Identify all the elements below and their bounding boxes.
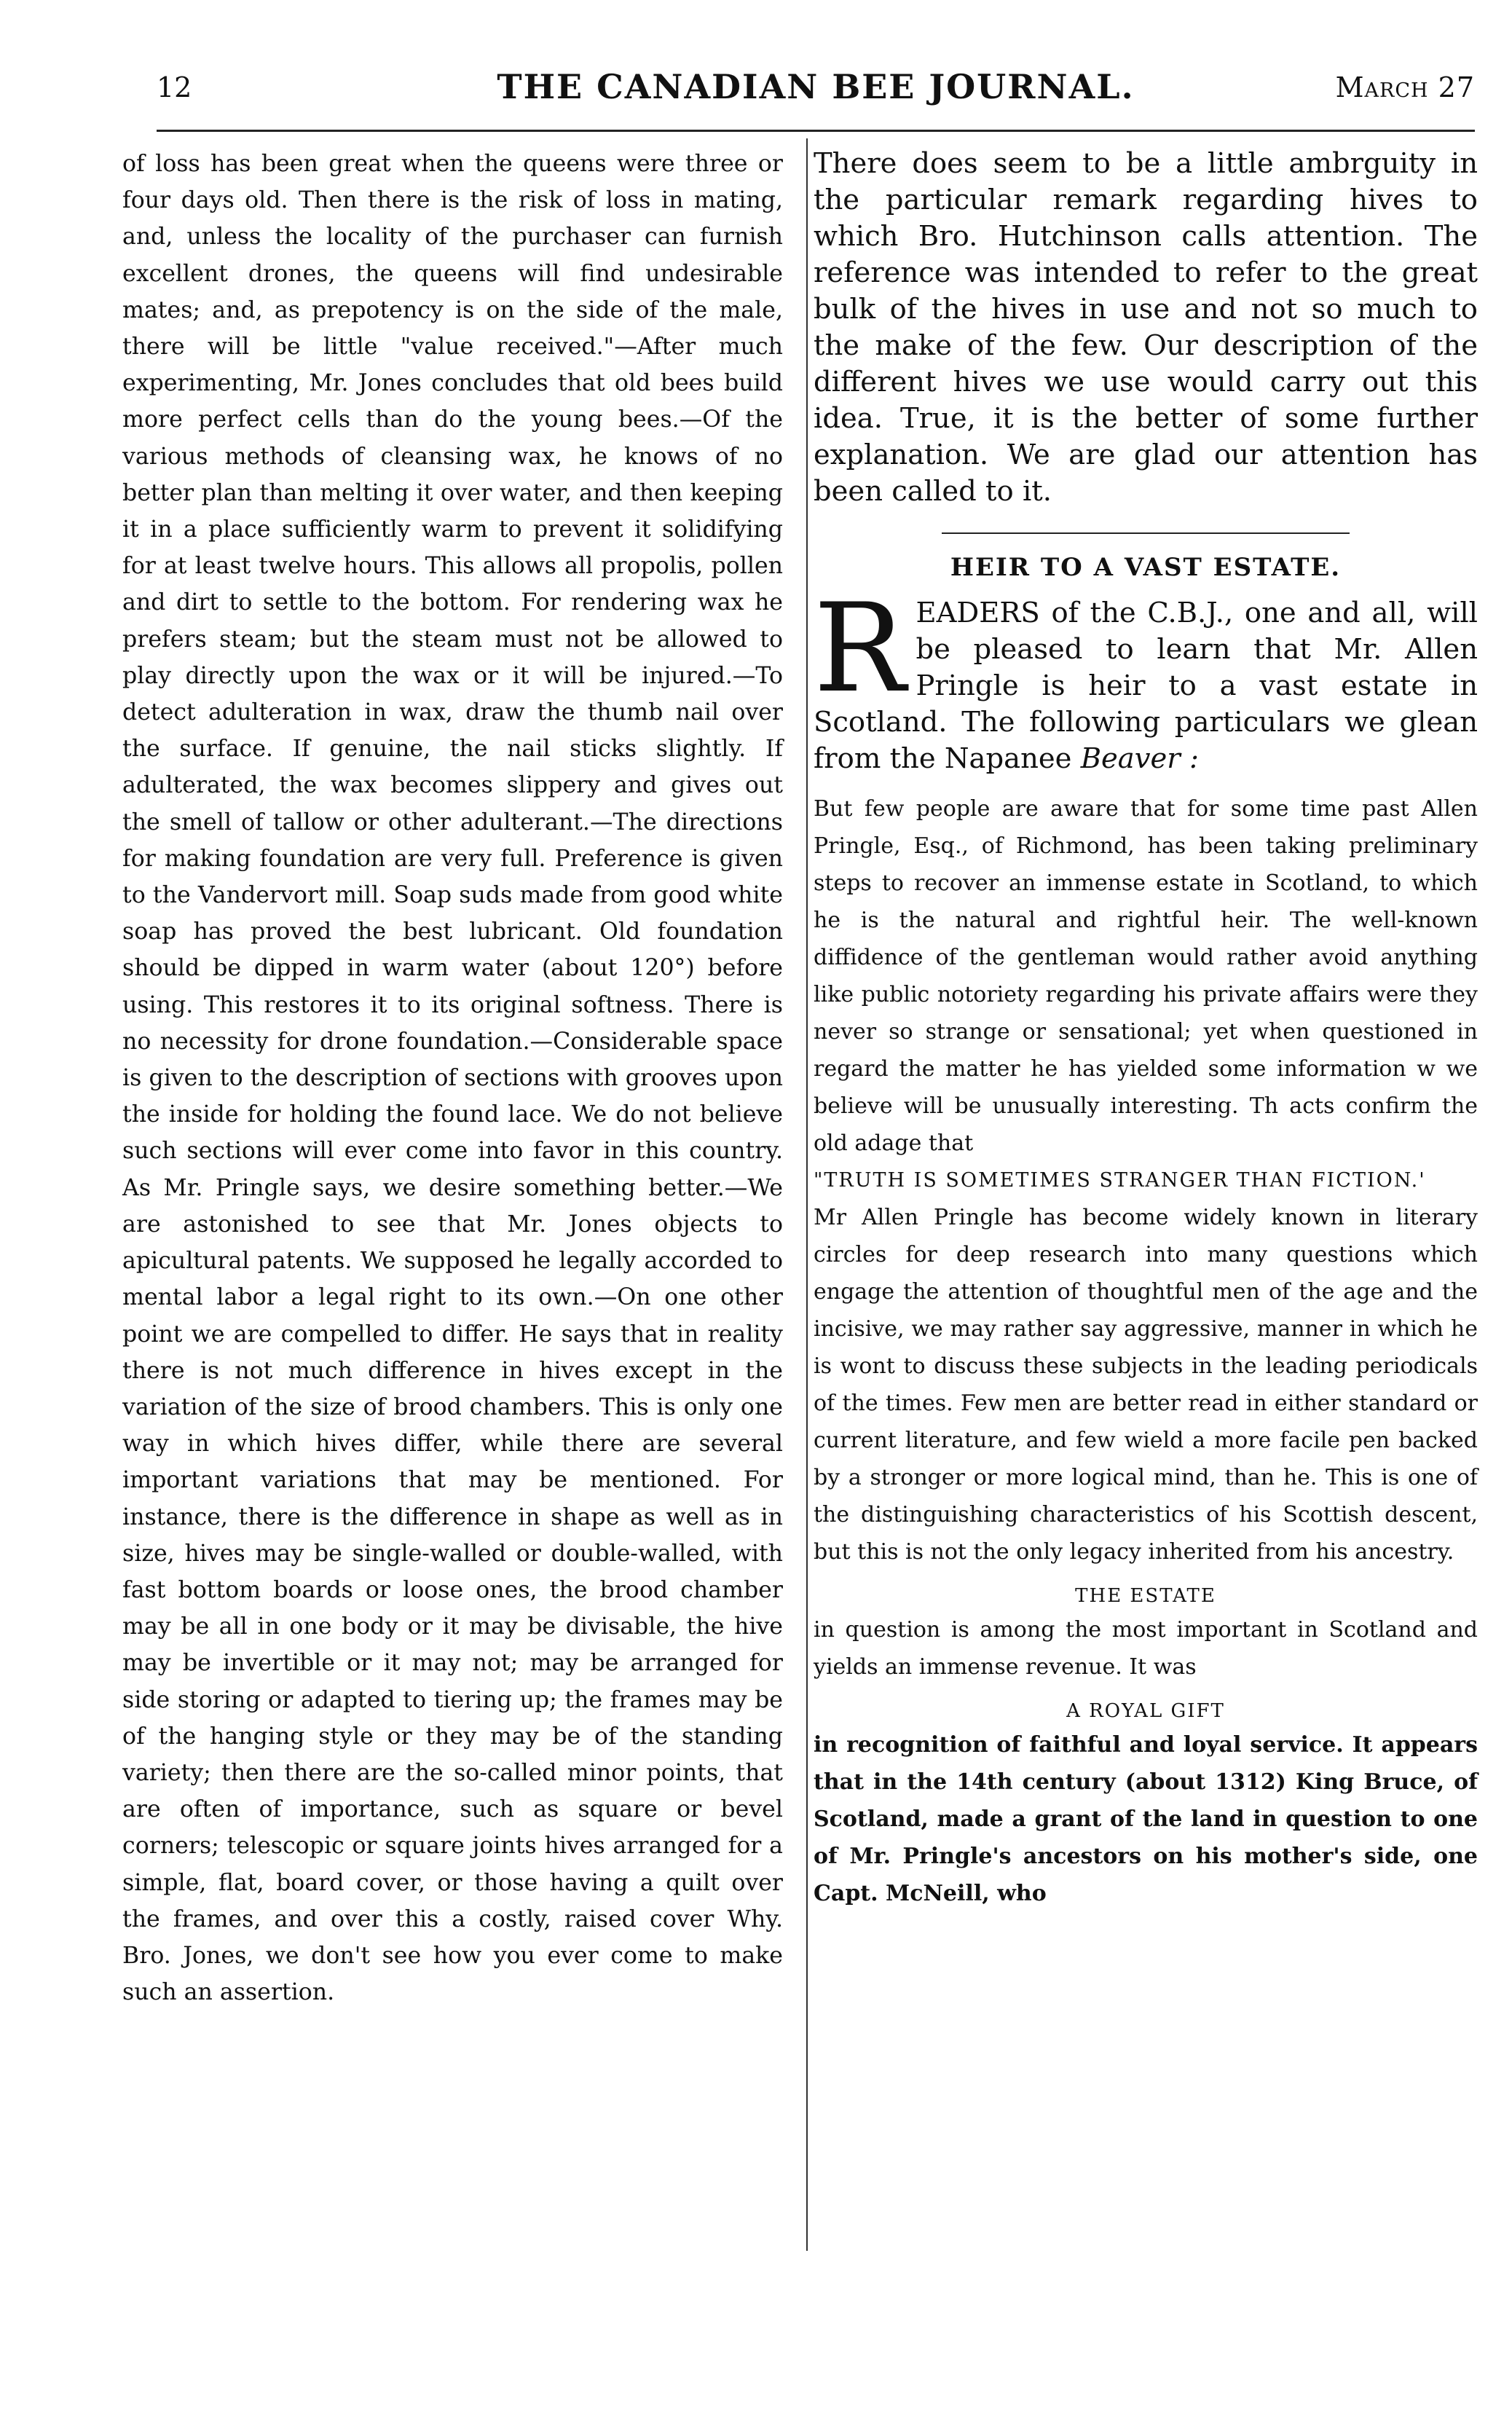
column-divider xyxy=(806,138,808,2251)
drop-cap: R xyxy=(814,577,906,720)
article-heading: HEIR TO A VAST ESTATE. xyxy=(950,553,1342,582)
left-column xyxy=(122,146,783,2010)
left-column-paragraph: of loss has been great when the queens were three or four days old. Then there is the risk of loss in mating, and, unless the locality of the purchaser can furnish excellent drones, the queens will find undesirable mates; and, as prepotency is on the side of the male, there will be little "value received."—After much experimenting, Mr. Jones concludes that old bees build more perfect cells than do the young bees.—Of the various methods of cleansing wax, he knows of no better plan than melting it over water, and then keeping it in a place sufficiently warm to prevent it solidifying for at least twelve hours. This allows all propolis, pollen and dirt to settle to the bottom. For rendering wax he prefers steam; but the steam must not be allowed to play directly upon the wax or it will be injured.—To detect adulteration in wax, draw the thumb nail over the surface. If genuine, the nail sticks slightly. If adulterated, the wax becomes slippery and gives out the smell of tallow or other adulterant.—The directions for making foundation are very full. Preference is given to the Vandervort mill. Soap suds made from good white soap has proved the best lubricant. Old foundation should be dipped in warm water (about 120°) before using. This restores it to its original softness. There is no necessity for drone foundation.—Considerable space is given to the description of sections with grooves upon the inside for holding the found lace. We do not believe such sections will ever come into favor in this country. As Mr. Pringle says, we desire something better.—We are astonished to see that Mr. Jones objects to apicultural patents. We supposed he legally accorded to mental labor a legal right to its own.—On one other point we are compelled to differ. He says that in reality there is not much difference in hives except in the variation of the size of brood chambers. This is only one way in which hives differ, while there are several important variations that may be mentioned. For instance, there is the difference in shape as well as in size, hives may be single-walled or double-walled, with fast bottom boards or loose ones, the brood chamber may be all in one body or it may be divisable, the hive may be invertible or it may not; may be arranged for side storing or adapted to tiering up; the frames may be of the hanging style or they may be of the standing variety; then there are the so-called minor points, that are often of importance, such as square or bevel corners; telescopic or square joints hives arranged for a simple, flat, board cover, or those having a quilt over the frames, and over this a costly, raised cover Why. Bro. Jones, we don't see how you ever come to make such an assertion. xyxy=(122,151,783,2006)
quote-line: "TRUTH IS SOMETIMES STRANGER THAN FICTION.' xyxy=(814,1169,1426,1192)
section-ornament xyxy=(814,520,1478,546)
paragraph-3: Mr Allen Pringle has become widely known in literary circles for deep research into many questions which engage the attention of thoughtful men of the age and the incisive, we may rather say aggressive, manner in which he is wont to discuss these subjects in the leading periodicals of the times. Few men are better read in either standard or current literature, and few wield a more facile pen backed by a stronger or more logical mind, than he. This is one of the distinguishing characteristics of his Scottish descent, but this is not the only legacy inherited from his ancestry. xyxy=(814,1205,1478,1565)
paragraph-5: in recognition of faithful and loyal service. It appears that in the 14th century (about 1312) King Bruce, of Scotland, made a grant of the land in question to one of Mr. Pringle's ancestors on his mother's side, one Capt. McNeill, who xyxy=(814,1732,1478,1906)
ornament-rule xyxy=(942,532,1350,534)
header-rule xyxy=(157,130,1475,132)
lead-block xyxy=(814,577,1478,777)
lead-source: Beaver : xyxy=(1080,742,1199,775)
intro-paragraph: There does seem to be a little ambrguity in the particular remark regarding hives to which Bro. Hutchinson calls attention. The reference was intended to refer to the great bulk of the hives in use and not so much to the make of the few. Our description of the different hives we use would carry out this idea. True, it is the better of some further explanation. We are glad our attention has been called to it. xyxy=(814,147,1478,508)
subheading-estate: THE ESTATE xyxy=(1075,1585,1216,1607)
page-number: 12 xyxy=(157,71,192,103)
paragraph-4: in question is among the most important in Scotland and yields an immense revenue. It was xyxy=(814,1617,1478,1680)
lead-text: EADERS of the C.B.J., one and all, will be pleased to learn that Mr. Allen Pringle is heir to a vast estate in Scotland. The following particulars we glean from the Napanee xyxy=(814,597,1478,775)
page-header xyxy=(157,67,1475,125)
subheading-royal-gift: A ROYAL GIFT xyxy=(1066,1700,1225,1722)
journal-title: THE CANADIAN BEE JOURNAL. xyxy=(497,67,1135,106)
right-column xyxy=(814,146,1478,1912)
lead-paragraph xyxy=(814,577,1478,777)
issue-date: March 27 xyxy=(1335,71,1475,103)
paragraph-2: But few people are aware that for some time past Allen Pringle, Esq., of Richmond, has been taking preliminary steps to recover an immense estate in Scotland, to which he is the natural and rightful heir. The well-known diffidence of the gentleman would rather avoid anything like public notoriety regarding his private affairs were they never so strange or sensational; yet when questioned in regard the matter he has yielded some information w we believe will be unusually interesting. Th acts confirm the old adage that xyxy=(814,796,1478,1156)
